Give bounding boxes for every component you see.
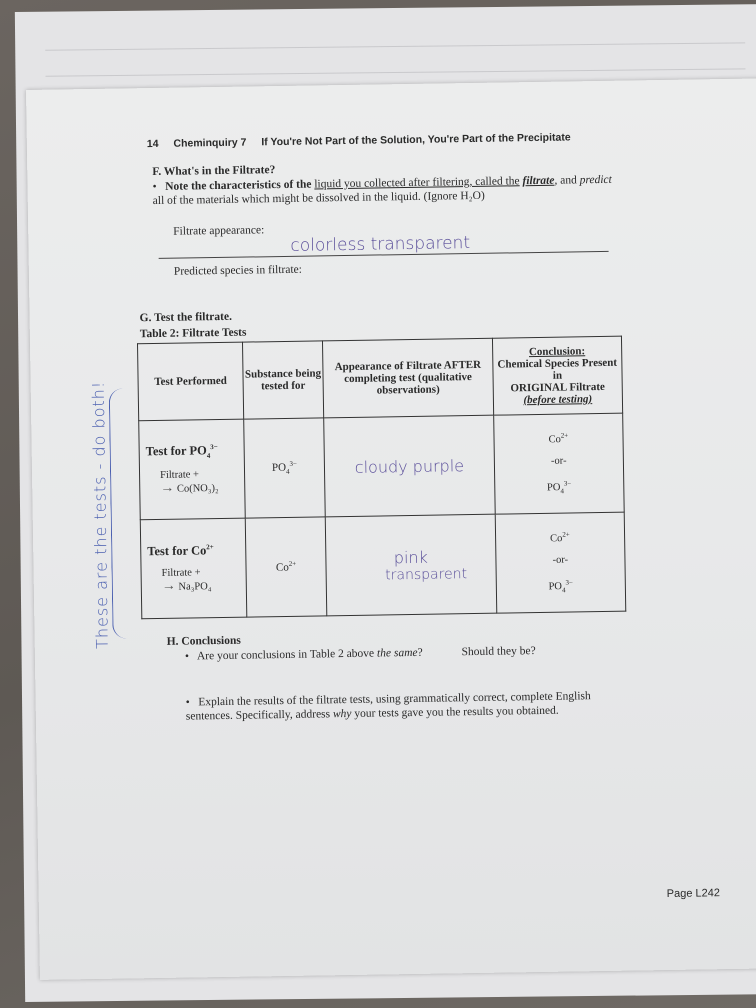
option-b-sup: 3− bbox=[565, 578, 573, 588]
conclusion-question-2 bbox=[186, 689, 636, 724]
option-a: Co bbox=[550, 533, 563, 545]
substance-sup: 3− bbox=[289, 459, 298, 468]
header-book: Cheminquiry 7 bbox=[173, 136, 247, 150]
or-text: -or- bbox=[552, 554, 569, 567]
handwritten-side-note: These are the tests - do both! bbox=[88, 380, 112, 650]
option-a-sup: 2+ bbox=[562, 530, 570, 539]
option-b: PO bbox=[548, 581, 563, 593]
table-row bbox=[139, 413, 624, 520]
filtrate-tests-table bbox=[137, 336, 626, 620]
col-header-appearance: Appearance of Filtrate AFTER completing test (qualitative observations) bbox=[323, 338, 494, 418]
option-a-sup: 2+ bbox=[560, 431, 569, 440]
test-cell: Test for $PO_4^{3-}$ Filtrate + → Co(NO₃)₂ bbox=[139, 419, 245, 520]
header-page-number: 14 bbox=[146, 137, 159, 151]
option-b: PO bbox=[546, 482, 561, 494]
worksheet-page bbox=[26, 78, 756, 980]
reagent-line1: Filtrate + bbox=[159, 469, 200, 481]
predict-word: predict bbox=[579, 173, 612, 187]
test-sup: 2+ bbox=[206, 543, 214, 552]
page-header bbox=[147, 131, 583, 150]
reagent-line2: Na₃PO₄ bbox=[178, 581, 212, 593]
q1-lead: Are your conclusions in Table 2 above bbox=[196, 647, 375, 663]
instruction-lead: Note the characteristics of the bbox=[165, 178, 312, 193]
conclusion-question-1 bbox=[185, 643, 645, 662]
observation-value: pink bbox=[393, 547, 428, 567]
reagent-line2: Co(NO₃)₂ bbox=[176, 482, 219, 495]
q2-em: why bbox=[332, 707, 352, 721]
test-label: Test for Co bbox=[147, 543, 207, 559]
observation-value-line2: transparent bbox=[385, 565, 468, 583]
q1-end: ? bbox=[417, 646, 423, 659]
substance-cell bbox=[245, 517, 327, 617]
section-f-heading: F. What's in the Filtrate? bbox=[152, 164, 276, 179]
observation-cell bbox=[325, 514, 496, 616]
test-label: Test for PO bbox=[145, 443, 207, 459]
substance-cell: $PO_4^{3-}$ bbox=[244, 418, 326, 518]
test-cell bbox=[140, 518, 246, 619]
option-a: Co bbox=[548, 434, 561, 446]
q1-followup: Should they be? bbox=[461, 645, 536, 659]
observation-cell bbox=[324, 415, 495, 517]
handwritten-brace bbox=[109, 388, 136, 638]
q2-end: your tests gave you the results you obtained. bbox=[354, 704, 559, 720]
bullet-icon: • bbox=[152, 180, 163, 194]
col-header-substance: Substance being tested for bbox=[242, 341, 323, 419]
filtrate-word: filtrate bbox=[522, 174, 555, 188]
header-title: If You're Not Part of the Solution, You're Part of the Precipitate bbox=[261, 131, 571, 149]
page-number-footer: Page L242 bbox=[666, 887, 721, 901]
reagent-line1: Filtrate + bbox=[161, 567, 201, 580]
table-caption: Table 2: Filtrate Tests bbox=[139, 326, 247, 341]
conclusion-line3: (before testing) bbox=[523, 393, 593, 407]
col-header-conclusion bbox=[492, 336, 622, 415]
filtrate-appearance-label: Filtrate appearance: bbox=[173, 224, 265, 238]
conclusion-line2: ORIGINAL Filtrate bbox=[510, 380, 605, 395]
test-sup: 3− bbox=[210, 443, 218, 452]
arrow-icon: → bbox=[161, 578, 176, 595]
q2-lead: Explain the results of the filtrate tests, using grammatically correct, complete English sentences. Specifically, address bbox=[185, 690, 591, 723]
section-h-heading: H. Conclusions bbox=[166, 634, 241, 648]
section-f-instruction: • Note the characteristics of the liquid you collected after filtering, called the filtrate, and predict all of the materials which might be dissolved in the liquid. (Ignore H₂O) bbox=[152, 173, 612, 208]
conclusion-title: Conclusion: bbox=[528, 345, 586, 359]
substance-label: PO bbox=[271, 461, 287, 474]
instruction-underlined: liquid you collected after filtering, called the bbox=[314, 175, 520, 191]
option-b-sup: 3− bbox=[563, 479, 572, 489]
substance-sup: 2+ bbox=[288, 559, 297, 569]
bullet-icon: • bbox=[185, 696, 196, 709]
substance-label: Co bbox=[275, 561, 289, 574]
instruction-rest-2: all of the materials which might be dissolved in the liquid. (Ignore H₂O) bbox=[152, 189, 485, 208]
or-text: -or- bbox=[550, 456, 567, 468]
filtrate-appearance-value: colorless transparent bbox=[290, 233, 471, 256]
conclusion-cell: $Co^{2+}$ -or- $PO_4^{3-}$ bbox=[495, 512, 626, 613]
conclusion-cell: $Co^{2+}$ -or- $PO_4^{3-}$ bbox=[493, 413, 624, 514]
instruction-rest-1: and bbox=[560, 174, 577, 187]
table-row bbox=[140, 512, 625, 619]
observation-value: cloudy purple bbox=[354, 455, 465, 477]
bullet-icon: • bbox=[184, 650, 195, 663]
table-header-row bbox=[137, 336, 622, 421]
arrow-icon: → bbox=[160, 480, 175, 496]
q1-em: the same bbox=[376, 646, 418, 660]
conclusion-line1: Chemical Species Present in bbox=[497, 356, 618, 382]
predicted-species-label: Predicted species in filtrate: bbox=[173, 263, 303, 278]
section-g-heading: G. Test the filtrate. bbox=[139, 310, 232, 325]
col-header-test: Test Performed bbox=[137, 342, 243, 421]
